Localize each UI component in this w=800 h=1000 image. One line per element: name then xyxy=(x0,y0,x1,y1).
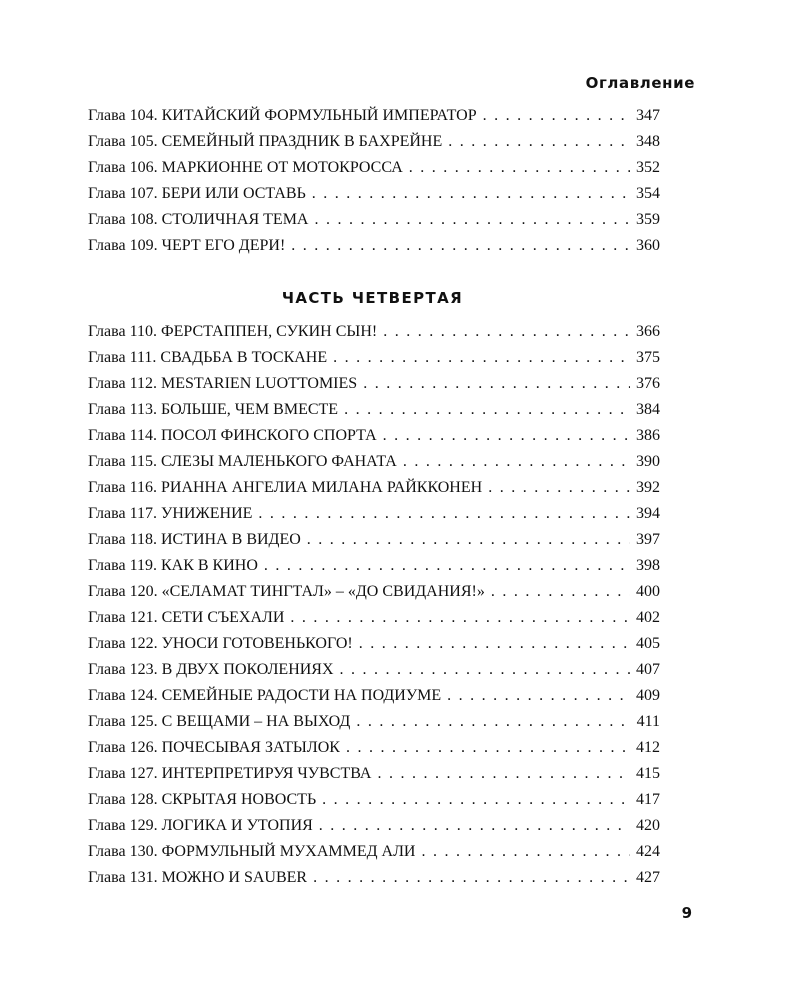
toc-entry-page: 384 xyxy=(636,401,660,418)
toc-entry-title: Глава 119. КАК В КИНО xyxy=(88,557,258,574)
toc-entry xyxy=(88,501,660,527)
toc-entry-title: Глава 124. СЕМЕЙНЫЕ РАДОСТИ НА ПОДИУМЕ xyxy=(88,687,442,704)
dot-leader xyxy=(314,207,630,233)
toc-entry-title: Глава 114. ПОСОЛ ФИНСКОГО СПОРТА xyxy=(88,427,377,444)
dot-leader xyxy=(383,423,630,449)
dot-leader xyxy=(421,839,630,865)
toc-entry-title: Глава 121. СЕТИ СЪЕХАЛИ xyxy=(88,609,285,626)
toc-entry xyxy=(88,181,660,207)
toc-entry-page: 415 xyxy=(636,765,660,782)
toc-entry xyxy=(88,103,660,129)
toc-entry-page: 359 xyxy=(636,211,660,228)
dot-leader xyxy=(290,605,630,631)
toc-entry-page: 354 xyxy=(636,185,660,202)
dot-leader xyxy=(491,579,630,605)
toc-entry-title: Глава 123. В ДВУХ ПОКОЛЕНИЯХ xyxy=(88,661,334,678)
part-heading: ЧАСТЬ ЧЕТВЕРТАЯ xyxy=(281,289,464,307)
toc-entry-title: Глава 129. ЛОГИКА И УТОПИЯ xyxy=(88,817,313,834)
toc-entry-page: 352 xyxy=(636,159,660,176)
toc-entry xyxy=(88,839,660,865)
toc-entry-title: Глава 118. ИСТИНА В ВИДЕО xyxy=(88,531,301,548)
toc-entry-title: Глава 108. СТОЛИЧНАЯ ТЕМА xyxy=(88,211,309,228)
toc-entry-title: Глава 116. РИАННА АНГЕЛИА МИЛАНА РАЙККОНЕН xyxy=(88,479,483,496)
toc-entry xyxy=(88,319,660,345)
toc-entry-title: Глава 109. ЧЕРТ ЕГО ДЕРИ! xyxy=(88,237,286,254)
dot-leader xyxy=(319,813,630,839)
toc-entry-title: Глава 126. ПОЧЕСЫВАЯ ЗАТЫЛОК xyxy=(88,739,340,756)
toc-section-part-three xyxy=(88,103,660,259)
toc-entry xyxy=(88,527,660,553)
dot-leader xyxy=(403,449,630,475)
toc-entry-title: Глава 128. СКРЫТАЯ НОВОСТЬ xyxy=(88,791,317,808)
toc-entry-title: Глава 115. СЛЕЗЫ МАЛЕНЬКОГО ФАНАТА xyxy=(88,453,397,470)
toc-entry-title: Глава 113. БОЛЬШЕ, ЧЕМ ВМЕСТЕ xyxy=(88,401,339,418)
toc-entry-title: Глава 106. МАРКИОННЕ ОТ МОТОКРОССА xyxy=(88,159,403,176)
toc-entry-page: 397 xyxy=(636,531,660,548)
dot-leader xyxy=(363,371,630,397)
toc-entry-title: Глава 131. МОЖНО И SAUBER xyxy=(88,869,308,886)
dot-leader xyxy=(483,103,630,129)
toc-entry-page: 427 xyxy=(636,869,660,886)
toc-entry xyxy=(88,371,660,397)
dot-leader xyxy=(377,761,630,787)
toc-entry-page: 424 xyxy=(636,843,660,860)
dot-leader xyxy=(258,501,630,527)
dot-leader xyxy=(409,155,630,181)
toc-entry xyxy=(88,423,660,449)
toc-entry xyxy=(88,345,660,371)
toc-entry-page: 360 xyxy=(636,237,660,254)
toc-entry-title: Глава 120. «СЕЛАМАТ ТИНГТАЛ» – «ДО СВИДАНИЯ!» xyxy=(88,583,485,600)
toc-entry xyxy=(88,605,660,631)
dot-leader xyxy=(448,129,630,155)
toc-entry-title: Глава 110. ФЕРСТАППЕН, СУКИН СЫН! xyxy=(88,323,378,340)
dot-leader xyxy=(313,865,630,891)
dot-leader xyxy=(291,233,630,259)
toc-entry-title: Глава 117. УНИЖЕНИЕ xyxy=(88,505,253,522)
dot-leader xyxy=(356,709,630,735)
dot-leader xyxy=(264,553,630,579)
dot-leader xyxy=(383,319,630,345)
toc-entry-title: Глава 104. КИТАЙСКИЙ ФОРМУЛЬНЫЙ ИМПЕРАТОР xyxy=(88,107,477,124)
toc-entry-page: 405 xyxy=(636,635,660,652)
toc-entry-page: 409 xyxy=(636,687,660,704)
dot-leader xyxy=(307,527,630,553)
toc-entry-page: 375 xyxy=(636,349,660,366)
dot-leader xyxy=(447,683,630,709)
toc-entry-page: 386 xyxy=(636,427,660,444)
toc-entry-page: 400 xyxy=(636,583,660,600)
toc-entry-page: 411 xyxy=(636,713,660,730)
toc-entry-page: 347 xyxy=(636,107,660,124)
toc-entry xyxy=(88,155,660,181)
dot-leader xyxy=(346,735,630,761)
toc-entry-title: Глава 112. MESTARIEN LUOTTOMIES xyxy=(88,375,358,392)
toc-entry-title: Глава 125. С ВЕЩАМИ – НА ВЫХОД xyxy=(88,713,351,730)
toc-entry xyxy=(88,709,660,735)
toc-entry-page: 366 xyxy=(636,323,660,340)
toc-entry xyxy=(88,657,660,683)
toc-entry-page: 420 xyxy=(636,817,660,834)
toc-entry xyxy=(88,579,660,605)
dot-leader xyxy=(344,397,630,423)
toc-entry xyxy=(88,397,660,423)
toc-entry-page: 394 xyxy=(636,505,660,522)
toc-entry xyxy=(88,207,660,233)
toc-entry xyxy=(88,787,660,813)
dot-leader xyxy=(340,657,630,683)
toc-entry-title: Глава 107. БЕРИ ИЛИ ОСТАВЬ xyxy=(88,185,306,202)
toc-entry-page: 412 xyxy=(636,739,660,756)
toc-entry xyxy=(88,761,660,787)
page-number: 9 xyxy=(681,904,692,922)
dot-leader xyxy=(333,345,630,371)
toc-entry xyxy=(88,683,660,709)
dot-leader xyxy=(322,787,630,813)
toc-entry xyxy=(88,631,660,657)
toc-entry-page: 376 xyxy=(636,375,660,392)
toc-entry-page: 390 xyxy=(636,453,660,470)
running-header: Оглавление xyxy=(585,74,695,92)
toc-entry-page: 398 xyxy=(636,557,660,574)
toc-entry-page: 407 xyxy=(636,661,660,678)
toc-entry-title: Глава 105. СЕМЕЙНЫЙ ПРАЗДНИК В БАХРЕЙНЕ xyxy=(88,133,443,150)
toc-entry xyxy=(88,475,660,501)
dot-leader xyxy=(312,181,630,207)
toc-entry-page: 417 xyxy=(636,791,660,808)
toc-entry xyxy=(88,735,660,761)
toc-entry-page: 392 xyxy=(636,479,660,496)
toc-entry-title: Глава 111. СВАДЬБА В ТОСКАНЕ xyxy=(88,349,328,366)
toc-entry xyxy=(88,553,660,579)
toc-section-part-four xyxy=(88,319,660,891)
toc-entry-title: Глава 122. УНОСИ ГОТОВЕНЬКОГО! xyxy=(88,635,353,652)
dot-leader xyxy=(359,631,630,657)
toc-entry-page: 348 xyxy=(636,133,660,150)
toc-entry xyxy=(88,449,660,475)
toc-entry-title: Глава 130. ФОРМУЛЬНЫЙ МУХАММЕД АЛИ xyxy=(88,843,416,860)
toc-entry-title: Глава 127. ИНТЕРПРЕТИРУЯ ЧУВСТВА xyxy=(88,765,372,782)
toc-entry-page: 402 xyxy=(636,609,660,626)
toc-entry xyxy=(88,865,660,891)
toc-entry xyxy=(88,813,660,839)
toc-entry xyxy=(88,233,660,259)
toc-entry xyxy=(88,129,660,155)
dot-leader xyxy=(488,475,630,501)
